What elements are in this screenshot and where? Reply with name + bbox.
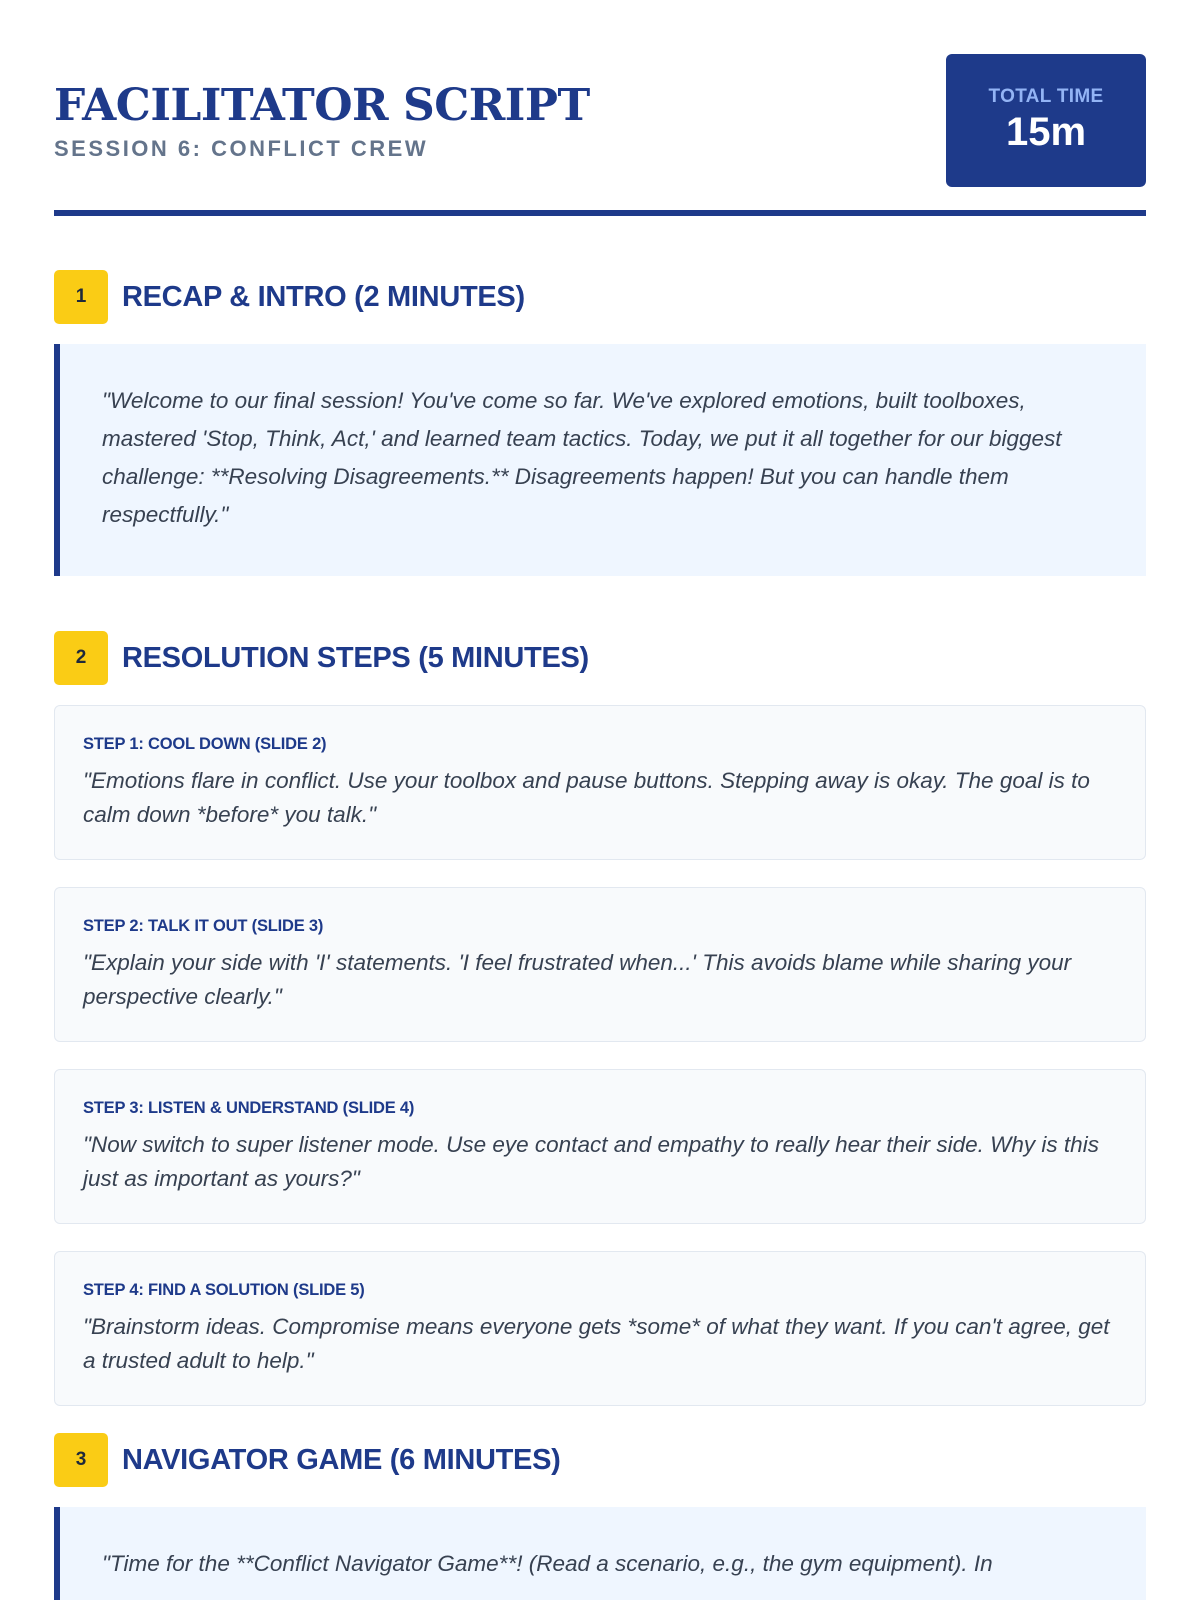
section-title: NAVIGATOR GAME (6 MINUTES) bbox=[122, 1443, 561, 1476]
page-title: FACILITATOR SCRIPT bbox=[54, 80, 590, 131]
steps-list bbox=[54, 705, 1146, 1406]
section-number-badge: 1 bbox=[54, 270, 108, 324]
section-number-badge: 3 bbox=[54, 1433, 108, 1487]
step-card bbox=[54, 1251, 1146, 1406]
step-label: STEP 3: LISTEN & UNDERSTAND (SLIDE 4) bbox=[83, 1099, 415, 1117]
step-script: "Emotions flare in conflict. Use your toolbox and pause buttons. Stepping away is okay. The goal is to calm down *before* you talk." bbox=[83, 768, 1090, 827]
section-title: RESOLUTION STEPS (5 MINUTES) bbox=[122, 641, 589, 674]
step-script: "Now switch to super listener mode. Use eye contact and empathy to really hear their side. Why is this just as important as yours?" bbox=[83, 1132, 1099, 1191]
page-header bbox=[54, 54, 1146, 216]
section-heading bbox=[54, 1433, 1146, 1487]
title-block bbox=[54, 54, 590, 162]
step-card bbox=[54, 705, 1146, 860]
step-label: STEP 2: TALK IT OUT (SLIDE 3) bbox=[83, 917, 324, 935]
step-label: STEP 1: COOL DOWN (SLIDE 2) bbox=[83, 735, 327, 753]
step-card bbox=[54, 1069, 1146, 1224]
step-script: "Brainstorm ideas. Compromise means everyone gets *some* of what they want. If you can't agree, get a trusted adult to help." bbox=[83, 1314, 1110, 1373]
page-subtitle: SESSION 6: CONFLICT CREW bbox=[54, 136, 429, 161]
section-number-badge: 2 bbox=[54, 631, 108, 685]
section-heading bbox=[54, 631, 1146, 685]
script-quote: "Time for the **Conflict Navigator Game**! (Read a scenario, e.g., the gym equipment). In bbox=[54, 1507, 1146, 1600]
total-time-box bbox=[946, 54, 1146, 187]
section-title: RECAP & INTRO (2 MINUTES) bbox=[122, 280, 525, 313]
script-quote: "Welcome to our final session! You've come so far. We've explored emotions, built toolboxes, mastered 'Stop, Think, Act,' and learned team tactics. Today, we put it all together for our biggest challenge: **Resolving Disagreements.** Disagreements happen! But you can handle them respectfully." bbox=[54, 344, 1146, 576]
section-navigator-game bbox=[54, 1433, 1146, 1600]
total-time-value: 15m bbox=[1005, 110, 1087, 154]
section-recap-intro bbox=[54, 270, 1146, 576]
total-time-label: TOTAL TIME bbox=[988, 86, 1104, 107]
step-script: "Explain your side with 'I' statements. 'I feel frustrated when...' This avoids blame while sharing your perspective clearly." bbox=[83, 950, 1072, 1009]
section-heading bbox=[54, 270, 1146, 324]
section-resolution-steps bbox=[54, 631, 1146, 1406]
step-card bbox=[54, 887, 1146, 1042]
step-label: STEP 4: FIND A SOLUTION (SLIDE 5) bbox=[83, 1281, 365, 1299]
